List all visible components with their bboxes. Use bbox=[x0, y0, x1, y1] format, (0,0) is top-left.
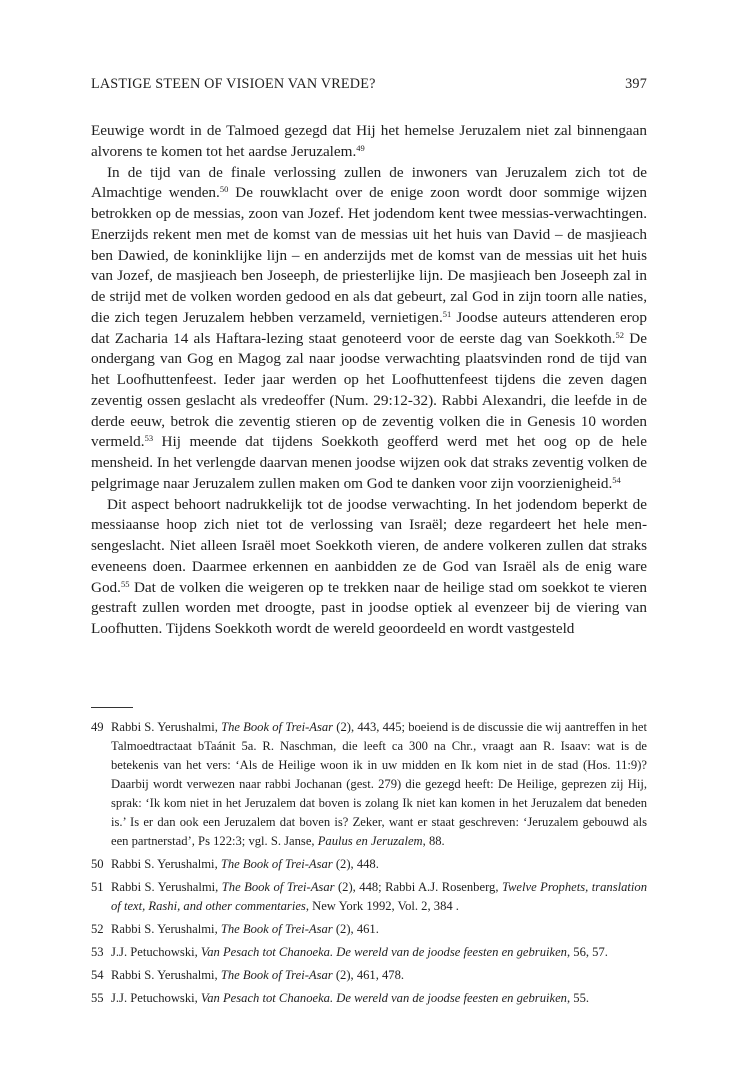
footnote-51 bbox=[91, 878, 647, 916]
text-run: Hij meende dat tijdens Soekkoth geofferd werd met het oog op de hele mensheid. In het verlengde daarvan menen joodse wijzen ook dat straks zeventig volken de pelgrimage naar Jeruzalem zullen maken om God te danken voor zijn voorzienigheid. bbox=[91, 433, 647, 492]
footnote-ref-54[interactable]: 54 bbox=[612, 474, 621, 485]
footnote-ref-55[interactable]: 55 bbox=[120, 578, 130, 589]
text-run: (2), 448. bbox=[332, 857, 379, 871]
footnotes bbox=[91, 718, 647, 1012]
footnote-ref-51[interactable]: 51 bbox=[442, 308, 452, 319]
text-run: J.J. Petuchowski, bbox=[111, 991, 201, 1005]
footnote-number: 55 bbox=[91, 991, 104, 1005]
text-run: Rabbi S. Yerushalmi, bbox=[111, 880, 222, 894]
footnote-ref-52[interactable]: 52 bbox=[615, 329, 625, 340]
page-number: 397 bbox=[625, 76, 647, 92]
footnote-ref-49[interactable]: 49 bbox=[356, 142, 365, 153]
footnote-number: 54 bbox=[91, 968, 104, 982]
text-run: Rabbi S. Yerushalmi, bbox=[111, 720, 222, 734]
text-run: , 55. bbox=[566, 991, 590, 1005]
text-run: (2), 443, 445; boeiend is de discussie die wij aantreffen in het Talmoedtractaat bTaánit 5a. R. Naschman, die leeft ca 300 na Chr., vraagt aan R. Isaav: wat is de betekenis van het vers: ‘Als de Heilige woon ik in uw midden en Ik kom niet in de stad (Hos. 11:9)? Daarbij wordt verwezen naar rabbi Jochanan (gest. 279) die gezegd heeft: De Heilige, geprezen zij Hij, sprak: ‘Ik kom niet in het Jeruzalem dat boven is zolang Ik niet kan komen in het Jeruzalem dat beneden is.’ Is er dan ook een Jeruzalem dat boven is? Zeker, want er staat geschreven: ‘Jeruzalem gebouwd als een partnerstad’, Ps 122:3; vgl. S. Janse, bbox=[111, 720, 648, 848]
paragraph-2 bbox=[91, 163, 647, 495]
book-title: The Book of Trei-Asar bbox=[221, 880, 335, 894]
book-title: , The Book of Trei-Asar bbox=[214, 922, 333, 936]
book-title: Paulus en Jeruzalem bbox=[317, 834, 423, 848]
text-run: (2), 448; Rabbi A.J. Rosenberg, bbox=[334, 880, 502, 894]
footnote-ref-50[interactable]: 50 bbox=[219, 184, 229, 195]
text-run: Dit aspect behoort nadrukkelijk tot de joodse verwachting. In het jodendom beperkt de messiaanse hoop zich niet tot de verlossing van Israël; deze regardeert het hele mensengeslacht. Niet alleen Israël moet Soekkoth vieren, de andere volkeren zullen dat straks eveneens doen. Daarmee erkennen en aanbidden ze de God van Israël als de enig ware God. bbox=[91, 495, 647, 596]
paragraph-1 bbox=[91, 121, 647, 163]
text-run: De rouwklacht over de enige zoon wordt door sommige wijzen betrokken op de messias, zoon van Jozef. Het jodendom kent twee messias-verwachtingen. Enerzijds rekent men met de komst van de messias uit het huis van David – de masjieach ben Dawied, de koninklijke lijn – en anderzijds met de komst van de messias uit het huis van Jozef, de masjieach ben Joseeph, de priesterlijke lijn. De masjieach ben Joseeph zal in de strijd met de volken worden gedood en als dat gebeurt, zal God in zijn toorn alle naties, die zich tegen Jeruzalem hebben verzameld, vernietigen. bbox=[91, 184, 647, 326]
footnote-number: 52 bbox=[91, 922, 104, 936]
text-run: Rabbi S. Yerushalmi, bbox=[111, 968, 221, 982]
footnote-50 bbox=[91, 855, 647, 874]
footnote-52 bbox=[91, 920, 647, 939]
book-title: Van Pesach tot Chanoeka. De wereld van de joodse feesten en gebruiken bbox=[200, 991, 567, 1005]
text-run: Eeuwige wordt in de Talmoed gezegd dat Hij het hemelse Jeruzalem niet zal binnengaan alvorens te komen tot het aardse Jeruzalem. bbox=[91, 122, 647, 160]
footnote-number: 53 bbox=[91, 945, 104, 959]
text-run: (2), 461, 478. bbox=[332, 968, 405, 982]
footnote-55 bbox=[91, 989, 647, 1008]
text-run: , 88. bbox=[422, 834, 445, 848]
text-run: Joodse auteurs attenderen erop dat Zacharia 14 als Haftara-lezing staat genoteerd voor de eerste dag van Soekkoth. bbox=[91, 308, 647, 347]
footnote-number: 49 bbox=[91, 720, 104, 734]
running-title: LASTIGE STEEN OF VISIOEN VAN VREDE? bbox=[91, 76, 376, 92]
text-run: J.J. Petuchowski, bbox=[111, 945, 201, 959]
text-run: Dat de volken die weigeren op te trekken naar de heilige stad om soekkot te vieren gestraft zullen worden met droogte, past in joodse optiek al evenzeer bij de viering van Loofhutten. Tijdens Soekkoth wordt de wereld geoordeeld en wordt vastgesteld bbox=[91, 578, 647, 637]
footnote-53 bbox=[91, 943, 647, 962]
footnote-49 bbox=[91, 718, 647, 851]
paragraph-3 bbox=[91, 495, 647, 640]
book-title: Twelve Prophets, translation of text, Rashi, and other commentaries bbox=[111, 880, 648, 913]
footnote-separator bbox=[91, 707, 133, 708]
text-run: , New York 1992, Vol. 2, 384 . bbox=[305, 899, 459, 913]
text-run: Rabbi S. Yerushalmi bbox=[111, 922, 215, 936]
main-text bbox=[91, 121, 647, 640]
footnote-ref-53[interactable]: 53 bbox=[144, 433, 154, 444]
book-title: The Book of Trei-Asar bbox=[221, 720, 334, 734]
footnote-number: 51 bbox=[91, 880, 104, 894]
text-run: , 56, 57. bbox=[566, 945, 608, 959]
book-title: , The Book of Trei-Asar bbox=[214, 857, 333, 871]
text-run: In de tijd van de finale verlossing zullen de inwoners van Jeruzalem zich tot de Almachtige wenden. bbox=[91, 163, 647, 202]
footnote-54 bbox=[91, 966, 647, 985]
text-run: Rabbi S. Yerushalmi bbox=[111, 857, 215, 871]
text-run: De ondergang van Gog en Magog zal naar joodse verwachting plaatsvinden rond de tijd van het Loofhuttenfeest. Ieder jaar werden op het Loofhuttenfeest tijdens die zeven dagen zeventig ossen geslacht als vredeoffer (Num. 29:12-32). Rabbi Alexandri, die leefde in de derde eeuw, betrok die zeventig stieren op de zeventig volken die in Genesis 10 worden vermeld. bbox=[91, 329, 647, 451]
footnote-number: 50 bbox=[91, 857, 104, 871]
text-run: (2), 461. bbox=[332, 922, 379, 936]
book-title: The Book of Trei-Asar bbox=[220, 968, 333, 982]
book-title: Van Pesach tot Chanoeka. De wereld van de joodse feesten en gebruiken bbox=[200, 945, 567, 959]
